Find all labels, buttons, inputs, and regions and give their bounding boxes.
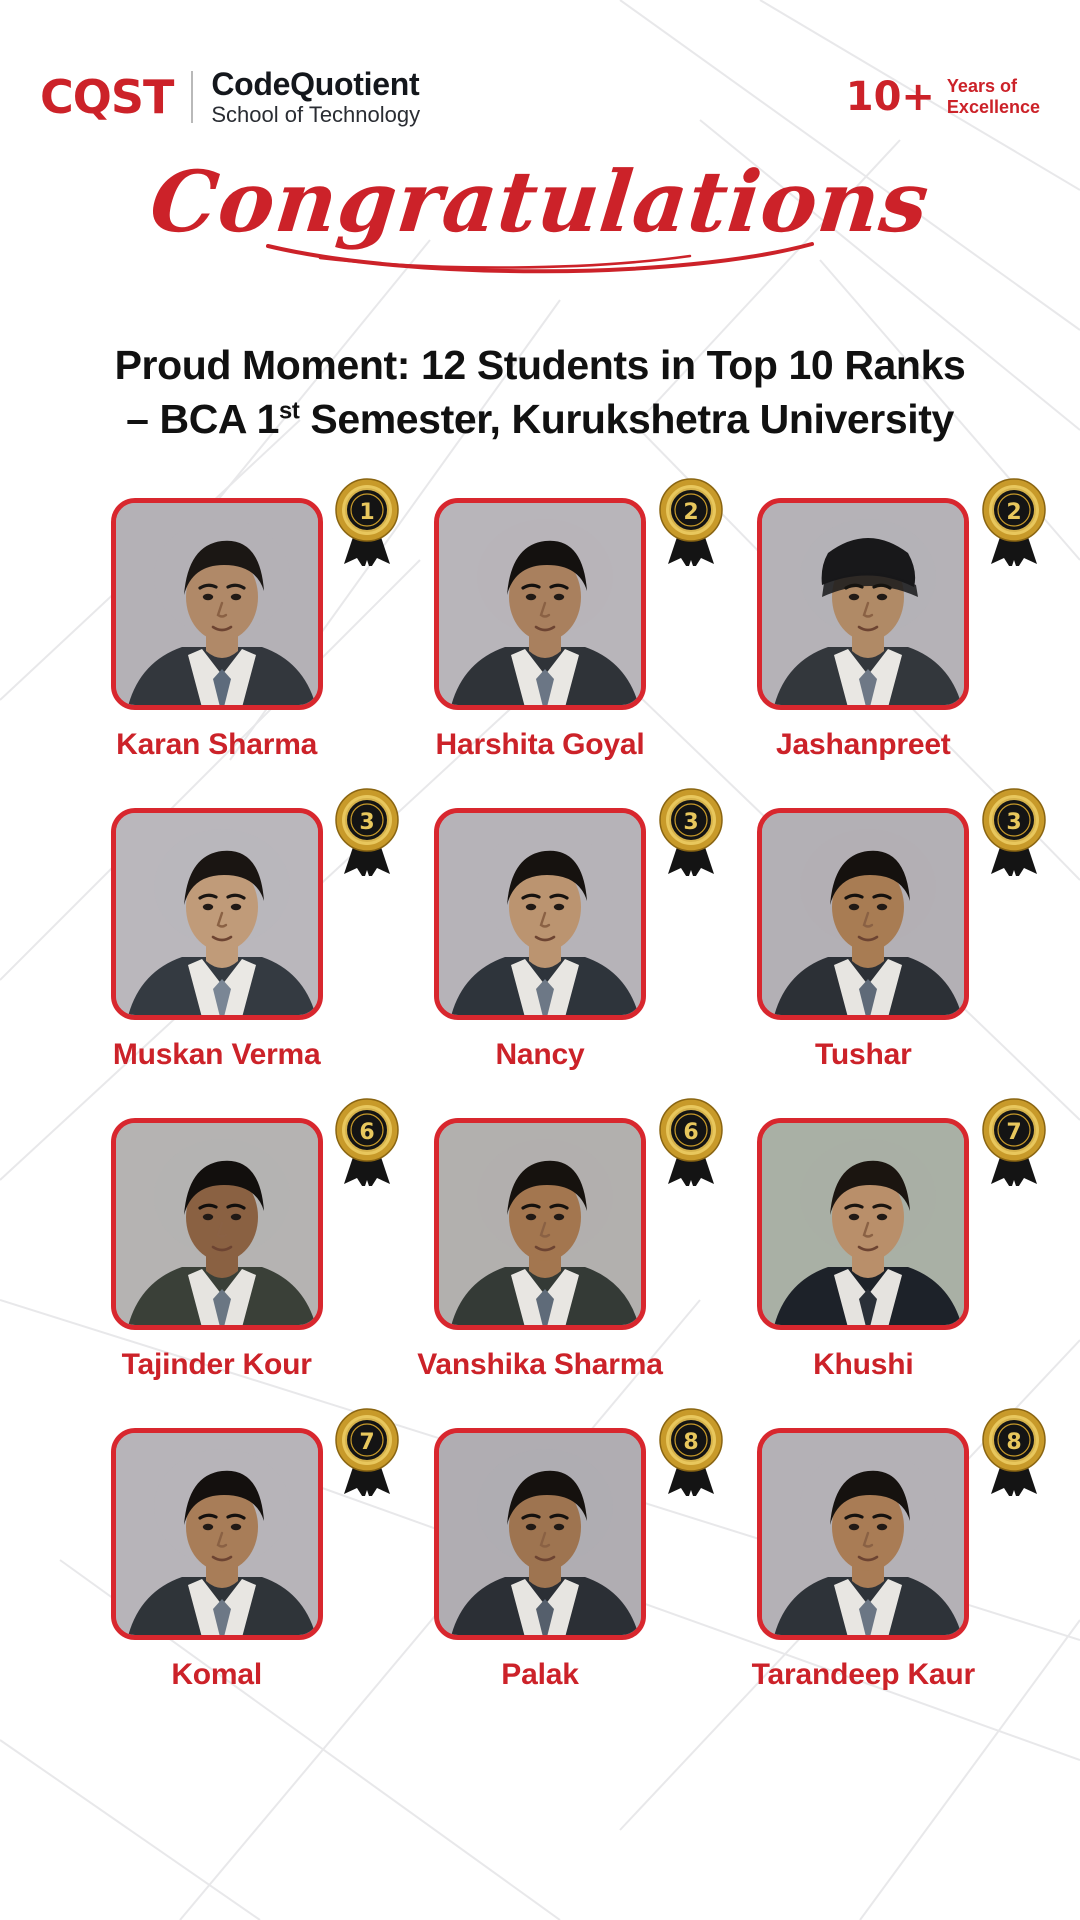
student-name: Tarandeep Kaur xyxy=(751,1658,976,1691)
rank-badge-icon xyxy=(977,786,1051,876)
student-card xyxy=(378,1118,701,1382)
rank-badge-icon xyxy=(330,786,404,876)
student-photo xyxy=(116,503,318,705)
brand-mark: CQST xyxy=(40,70,174,124)
student-card xyxy=(378,1428,701,1692)
student-photo-frame xyxy=(757,1118,969,1330)
rank-badge-icon xyxy=(654,1096,728,1186)
student-card xyxy=(702,808,1025,1072)
student-photo xyxy=(439,1123,641,1325)
rank-badge-icon xyxy=(330,476,404,566)
rank-badge-icon xyxy=(330,1406,404,1496)
student-photo xyxy=(116,1433,318,1635)
headline-line-2 xyxy=(40,392,1040,446)
students-grid xyxy=(55,498,1025,1692)
student-name: Tajinder Kour xyxy=(121,1348,312,1381)
rank-badge-icon xyxy=(977,1096,1051,1186)
rank-badge-icon xyxy=(330,1096,404,1186)
excellence-label-line2: Excellence xyxy=(946,97,1040,117)
svg-text:6: 6 xyxy=(683,1120,699,1145)
brand-subtitle: School of Technology xyxy=(211,102,421,128)
rank-badge-icon xyxy=(654,476,728,566)
student-card xyxy=(55,1118,378,1382)
student-photo-frame xyxy=(757,808,969,1020)
brand-divider xyxy=(191,71,193,123)
student-card xyxy=(378,808,701,1072)
svg-text:3: 3 xyxy=(683,810,699,835)
svg-text:8: 8 xyxy=(1006,1430,1022,1455)
student-photo xyxy=(439,1433,641,1635)
student-photo-frame xyxy=(434,498,646,710)
headline-line-2-pre: – BCA 1 xyxy=(126,396,280,443)
student-name: Muskan Verma xyxy=(112,1038,321,1071)
svg-text:6: 6 xyxy=(359,1120,375,1145)
student-photo xyxy=(116,813,318,1015)
svg-text:2: 2 xyxy=(1006,500,1022,525)
rank-badge-icon xyxy=(654,1406,728,1496)
student-photo-frame xyxy=(757,1428,969,1640)
student-photo-frame xyxy=(111,498,323,710)
svg-text:7: 7 xyxy=(1006,1120,1022,1145)
student-photo xyxy=(116,1123,318,1325)
student-card xyxy=(702,1118,1025,1382)
headline-ordinal-suffix: st xyxy=(279,397,300,425)
student-name: Karan Sharma xyxy=(116,728,318,761)
student-photo xyxy=(439,813,641,1015)
student-card xyxy=(702,498,1025,762)
student-photo xyxy=(762,813,964,1015)
student-name: Khushi xyxy=(813,1348,914,1381)
student-photo-frame xyxy=(434,808,646,1020)
student-photo xyxy=(762,1123,964,1325)
student-card xyxy=(378,498,701,762)
svg-text:7: 7 xyxy=(359,1430,375,1455)
student-name: Nancy xyxy=(495,1038,585,1071)
student-photo-frame xyxy=(111,808,323,1020)
student-name: Jashanpreet xyxy=(776,728,951,761)
excellence-label-line1: Years of xyxy=(946,76,1017,97)
congratulations-banner xyxy=(0,152,1080,280)
student-photo-frame xyxy=(434,1428,646,1640)
excellence-label xyxy=(947,76,1040,117)
svg-text:8: 8 xyxy=(683,1430,699,1455)
student-photo xyxy=(762,1433,964,1635)
brand-name: CodeQuotient xyxy=(211,65,420,102)
rank-badge-icon xyxy=(977,476,1051,566)
student-photo-frame xyxy=(757,498,969,710)
student-card xyxy=(55,498,378,762)
student-name: Komal xyxy=(171,1658,262,1691)
student-photo xyxy=(439,503,641,705)
headline-line-1: Proud Moment: 12 Students in Top 10 Ranks xyxy=(114,342,966,388)
headline-line-2-post: Semester, Kurukshetra University xyxy=(299,396,954,443)
student-photo-frame xyxy=(434,1118,646,1330)
student-photo-frame xyxy=(111,1428,323,1640)
student-photo-frame xyxy=(111,1118,323,1330)
poster-header xyxy=(0,62,1080,132)
student-photo xyxy=(762,503,964,705)
student-name: Harshita Goyal xyxy=(435,728,645,761)
student-name: Palak xyxy=(501,1658,579,1691)
student-card xyxy=(55,1428,378,1692)
brand-text xyxy=(211,65,421,128)
brand-logo xyxy=(40,65,421,128)
student-card xyxy=(55,808,378,1072)
student-card xyxy=(702,1428,1025,1692)
svg-text:3: 3 xyxy=(1006,810,1022,835)
congratulations-script: Congratulations xyxy=(146,152,935,251)
svg-text:1: 1 xyxy=(359,500,375,525)
student-name: Vanshika Sharma xyxy=(417,1348,663,1381)
rank-badge-icon xyxy=(977,1406,1051,1496)
page-title xyxy=(40,338,1040,446)
years-of-excellence xyxy=(846,74,1040,120)
svg-text:3: 3 xyxy=(359,810,375,835)
excellence-number: 10+ xyxy=(845,74,935,120)
rank-badge-icon xyxy=(654,786,728,876)
student-name: Tushar xyxy=(815,1038,912,1071)
svg-text:2: 2 xyxy=(683,500,699,525)
